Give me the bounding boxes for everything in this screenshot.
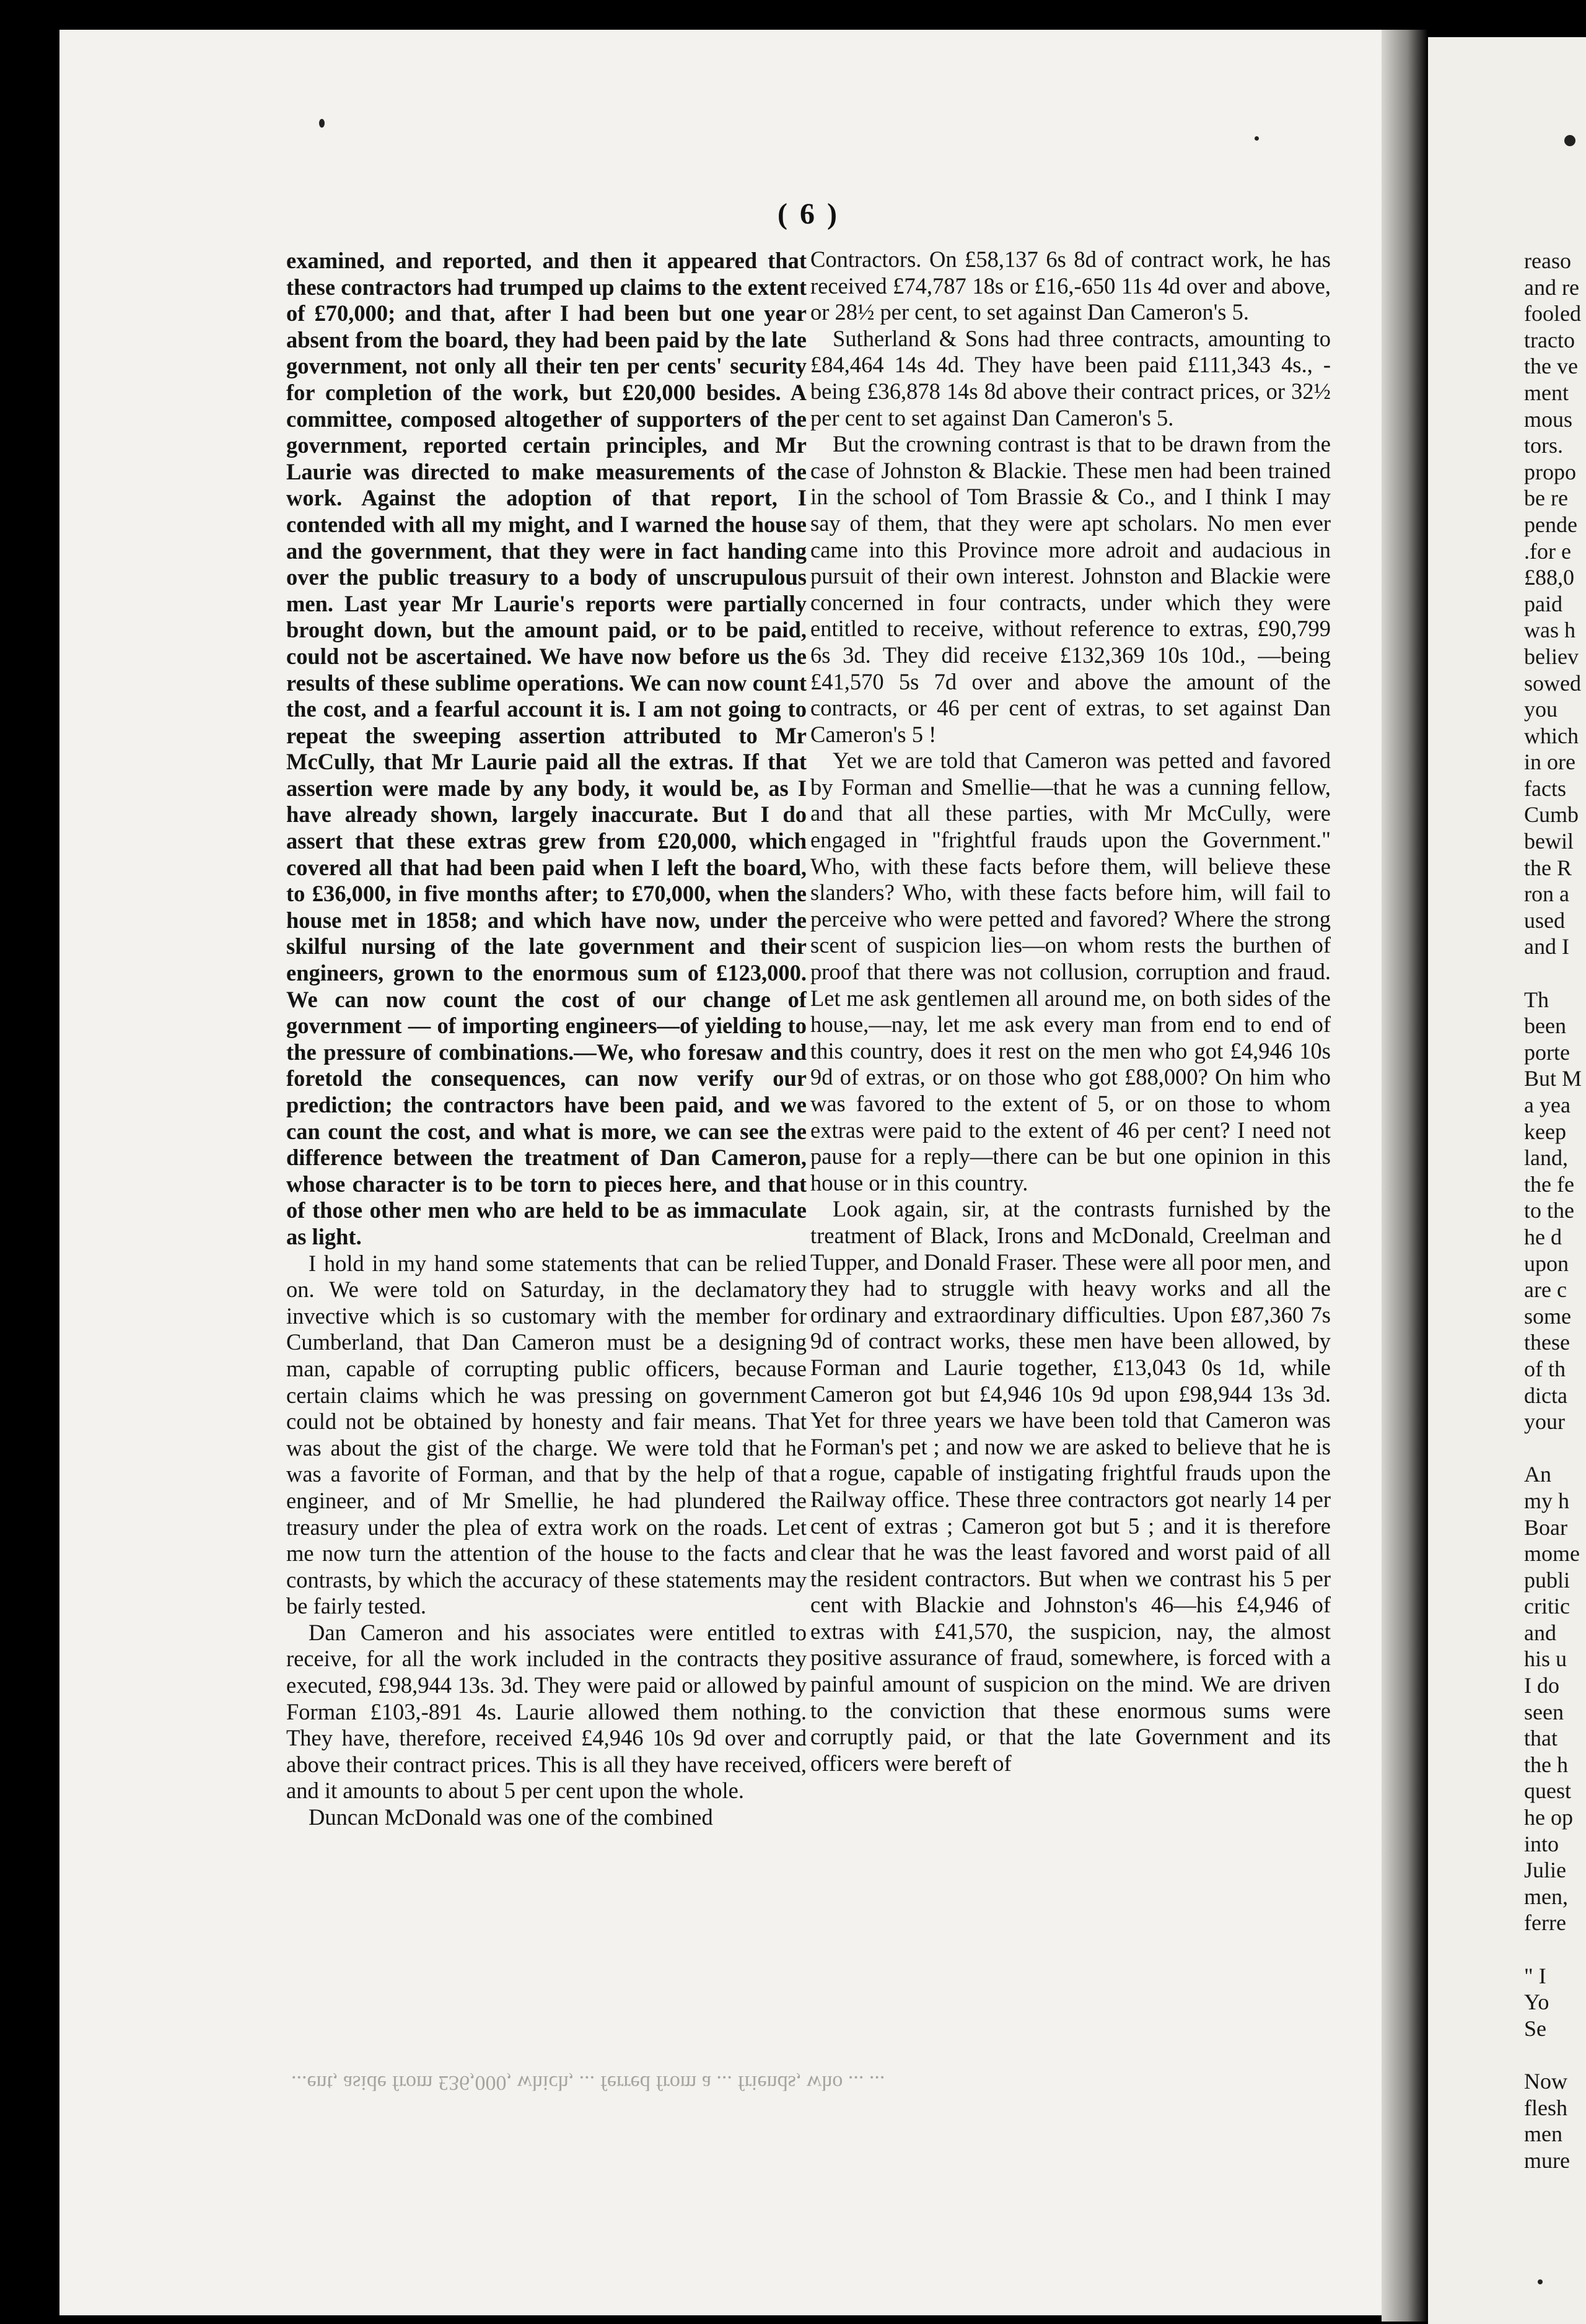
adjacent-page-line: are c: [1524, 1277, 1567, 1303]
adjacent-page-line: to the: [1524, 1198, 1574, 1223]
paragraph: Yet we are told that Cameron was petted and favored by Forman and Smellie—that he was a cunning fellow, and that all these parties, with Mr McCully, were engaged in "frightful frauds upon the Government." Who, with these facts before them, will believe these slanders? Who, with these facts before him, will fail to perceive who were petted and favored? Where the strong scent of suspicion lies—on whom rests the burthen of proof that there was not collusion, corruption and fraud. Let me ask gentlemen all around me, on both sides of the house,—nay, let me ask every man from end to end of this country, does it rest on the men who got £4,946 10s 9d of extras, or on those who got £88,000? On him who was favored to the extent of 5, or on those to whom extras were paid to the extent of 46 per cent? I need not pause for a reply—there can be but one opinion in this house or in this country.: [810, 748, 1331, 1195]
text-column-left: [286, 248, 807, 2193]
paragraph: examined, and reported, and then it appeared that these contractors had trumped up claims to the extent of £70,000; and that, after I had been but one year absent from the board, they had been paid by the late government, not only all their ten per cents' security for completion of the work, but £20,000 besides. A committee, composed altogether of supporters of the government, reported certain principles, and Mr Laurie was directed to make measurements of the work. Against the adoption of that report, I contended with all my might, and I warned the house and the government, that they were in fact handing over the public treasury to a body of unscrupulous men. Last year Mr Laurie's reports were partially brought down, but the amount paid, or to be paid, could not be ascertained. We have now before us the results of these sublime operations. We can now count the cost, and a fearful account it is. I am not going to repeat the sweeping assertion attributed to Mr McCully, that Mr Laurie paid all the extras. If that assertion were made by any body, it would be, as I have already shown, largely inaccurate. But I do assert that these extras grew from £20,000, which covered all that had been paid when I left the board, to £36,000, in five months after; to £70,000, when the house met in 1858; and which have now, under the skilful nursing of the late government and their engineers, grown to the enormous sum of £123,000. We can now count the cost of our change of government — of importing engineers—of yielding to the pressure of combinations.—We, who foresaw and foretold the consequences, can now verify our prediction; the contractors have been paid, and we can count the cost, and what is more, we can see the difference between the treatment of Dan Cameron, whose character is to be torn to pieces here, and that of those other men who are held to be as immaculate as light.: [286, 248, 807, 1249]
adjacent-page-line: sowed: [1524, 670, 1581, 696]
text-column-middle: [810, 247, 1331, 2061]
adjacent-page-line: in ore: [1524, 749, 1575, 775]
adjacent-page-line: you: [1524, 697, 1558, 722]
adjacent-page-line: seen: [1524, 1699, 1564, 1724]
adjacent-page-line: and re: [1524, 274, 1579, 300]
adjacent-page-line: which: [1524, 723, 1579, 748]
adjacent-page-line: he d: [1524, 1224, 1562, 1249]
adjacent-page-line: into: [1524, 1831, 1559, 1856]
adjacent-page-line: believ: [1524, 644, 1579, 669]
paragraph: Dan Cameron and his associates were entitled to receive, for all the work included in the contracts they executed, £98,944 13s. 3d. They were paid or allowed by Forman £103,-891 4s. Laurie allowed them nothing. They have, therefore, received £4,946 10s 9d over and above their contract prices. This is all they have received, and it amounts to about 5 per cent upon the whole.: [286, 1619, 807, 1804]
adjacent-page-line: upon: [1524, 1251, 1569, 1276]
adjacent-page-line: Yo: [1524, 1990, 1549, 2015]
adjacent-page-line: Se: [1524, 2016, 1546, 2041]
adjacent-page-text: [1524, 248, 1586, 2168]
adjacent-page-line: reaso: [1524, 248, 1571, 273]
adjacent-page-line: that: [1524, 1726, 1558, 1751]
adjacent-page-line: flesh: [1524, 2095, 1567, 2120]
paragraph: Contractors. On £58,137 6s 8d of contract work, he has received £74,787 18s or £16,-650 11s 4d over and above, or 28½ per cent, to set against Dan Cameron's 5.: [810, 247, 1331, 325]
adjacent-page-line: been: [1524, 1013, 1566, 1039]
adjacent-page-line: tors.: [1524, 433, 1563, 458]
adjacent-page-line: paid: [1524, 591, 1562, 616]
adjacent-page-line: porte: [1524, 1039, 1570, 1065]
adjacent-page-line: fooled: [1524, 301, 1581, 326]
adjacent-page-line: mous: [1524, 406, 1573, 432]
adjacent-page-line: ferre: [1524, 1910, 1566, 1936]
adjacent-page-line: a yea: [1524, 1093, 1571, 1117]
adjacent-page-line: critic: [1524, 1594, 1570, 1619]
bleed-through-text: ...ent, aside from £36,000, which, ... ferred from a ... friends, who ... ...: [291, 2071, 885, 2094]
adjacent-page-line: .for e: [1524, 538, 1571, 564]
ink-speck: [1564, 135, 1575, 146]
adjacent-page-line: your: [1524, 1409, 1565, 1435]
adjacent-page-line: facts: [1524, 775, 1566, 801]
adjacent-page-line: pende: [1524, 512, 1577, 537]
adjacent-page-line: " I: [1524, 1963, 1546, 1988]
adjacent-page-line: some: [1524, 1303, 1571, 1329]
adjacent-page-line: ment: [1524, 380, 1569, 405]
page-number: ( 6 ): [778, 198, 839, 230]
adjacent-page-line: men,: [1524, 1884, 1568, 1909]
adjacent-page-line: my h: [1524, 1488, 1570, 1513]
adjacent-page-line: An: [1524, 1462, 1551, 1487]
adjacent-page-line: publi: [1524, 1567, 1571, 1592]
adjacent-page-line: [1524, 1435, 1586, 1462]
adjacent-page-line: keep: [1524, 1119, 1566, 1144]
adjacent-page-line: ron a: [1524, 881, 1569, 907]
paragraph: Duncan McDonald was one of the combined: [309, 1804, 713, 1830]
adjacent-page-line: Boar: [1524, 1514, 1567, 1540]
ink-speck: [319, 119, 325, 128]
adjacent-page-line: bewil: [1524, 829, 1574, 854]
adjacent-page-line: the R: [1524, 855, 1572, 880]
adjacent-page-line: be re: [1524, 486, 1568, 511]
adjacent-page-line: dicta: [1524, 1383, 1567, 1408]
ink-speck: [1538, 2279, 1543, 2284]
paragraph: I hold in my hand some statements that can be relied on. We were told on Saturday, in the declamatory invective which is so customary with the member for Cumberland, that Dan Cameron must be a designing man, capable of corrupting public officers, because certain claims which he was pressing on government could not be obtained by honesty and fair means. That was about the gist of the charge. We were told that he was a favorite of Forman, and that by the help of that engineer, and of Mr Smellie, he had plundered the treasury under the plea of extra work on the roads. Let me now turn the attention of the house to the facts and contrasts, by which the accuracy of these statements may be fairly tested.: [286, 1250, 807, 1619]
adjacent-page-line: land,: [1524, 1145, 1568, 1171]
paragraph: But the crowning contrast is that to be drawn from the case of Johnston & Blackie. These men had been trained in the school of Tom Brassie & Co., and I think I may say of them, that they were apt scholars. No men ever came into this Province more adroit and audacious in pursuit of their own interest. Johnston and Blackie were concerned in four contracts, under which they were entitled to receive, without reference to extras, £90,799 6s 3d. They did receive £132,369 10s 10d., —being £41,570 5s 7d over and above the amount of the contracts, or 46 per cent of extras, to set against Dan Cameron's 5 !: [810, 431, 1331, 747]
adjacent-page-line: of th: [1524, 1356, 1566, 1381]
adjacent-page-line: Cumb: [1524, 802, 1579, 828]
adjacent-page-line: [1524, 1936, 1586, 1963]
adjacent-page-line: he op: [1524, 1805, 1573, 1830]
adjacent-page-line: quest: [1524, 1778, 1571, 1804]
adjacent-page-line: the fe: [1524, 1171, 1574, 1197]
adjacent-page-line: Julie: [1524, 1858, 1566, 1883]
adjacent-page-line: the h: [1524, 1752, 1568, 1777]
page-fold-shadow: [1382, 30, 1428, 2322]
adjacent-page-line: tracto: [1524, 327, 1575, 352]
adjacent-page-line: mome: [1524, 1541, 1580, 1566]
adjacent-page-line: was h: [1524, 618, 1575, 643]
adjacent-page-line: £88,0: [1524, 565, 1574, 590]
adjacent-page-line: mure: [1524, 2147, 1570, 2168]
adjacent-page-line: and: [1524, 1620, 1556, 1645]
ink-speck: [1255, 136, 1259, 141]
adjacent-page-line: used: [1524, 907, 1565, 933]
adjacent-page-line: these: [1524, 1330, 1570, 1355]
adjacent-page-line: Th: [1524, 987, 1549, 1012]
adjacent-page-line: the ve: [1524, 354, 1578, 379]
adjacent-page-line: I do: [1524, 1673, 1559, 1698]
adjacent-page-line: men: [1524, 2121, 1562, 2147]
adjacent-page-line: propo: [1524, 459, 1576, 484]
adjacent-page-line: and I: [1524, 934, 1569, 959]
adjacent-page-line: But M: [1524, 1066, 1582, 1091]
adjacent-page-line: his u: [1524, 1646, 1567, 1672]
adjacent-page-line: Now: [1524, 2068, 1567, 2094]
adjacent-page-line: [1524, 2042, 1586, 2068]
adjacent-page-line: [1524, 960, 1586, 987]
paragraph: Look again, sir, at the contrasts furnished by the treatment of Black, Irons and McDonald, Creelman and Tupper, and Donald Fraser. These were all poor men, and they had to struggle with heavy works and all the ordinary and extraordinary difficulties. Upon £87,360 7s 9d of contract works, these men have been allowed, by Forman and Laurie together, £13,043 0s 1d, while Cameron got but £4,946 10s 9d upon £98,944 13s 3d. Yet for three years we have been told that Cameron was Forman's pet ; and now we are asked to believe that he is a rogue, capable of instigating frightful frauds upon the Railway office. These three contractors got nearly 14 per cent of extras ; Cameron got but 5 ; and it is therefore clear that he was the least favored and worst paid of all the resident contractors. But when we contrast his 5 per cent with Blackie and Johnston's 46—his £4,946 of extras with £41,570, the suspicion, nay, the almost positive assurance of fraud, somewhere, is forced with a painful amount of suspicion on the mind. We are driven to the conviction that these enormous sums were corruptly paid, or that the late Government and its officers were bereft of: [810, 1196, 1331, 1776]
paragraph: Sutherland & Sons had three contracts, amounting to £84,464 14s 4d. They have been paid £111,343 4s., - being £36,878 14s 8d above their contract prices, or 32½ per cent to set against Dan Cameron's 5.: [810, 325, 1331, 430]
